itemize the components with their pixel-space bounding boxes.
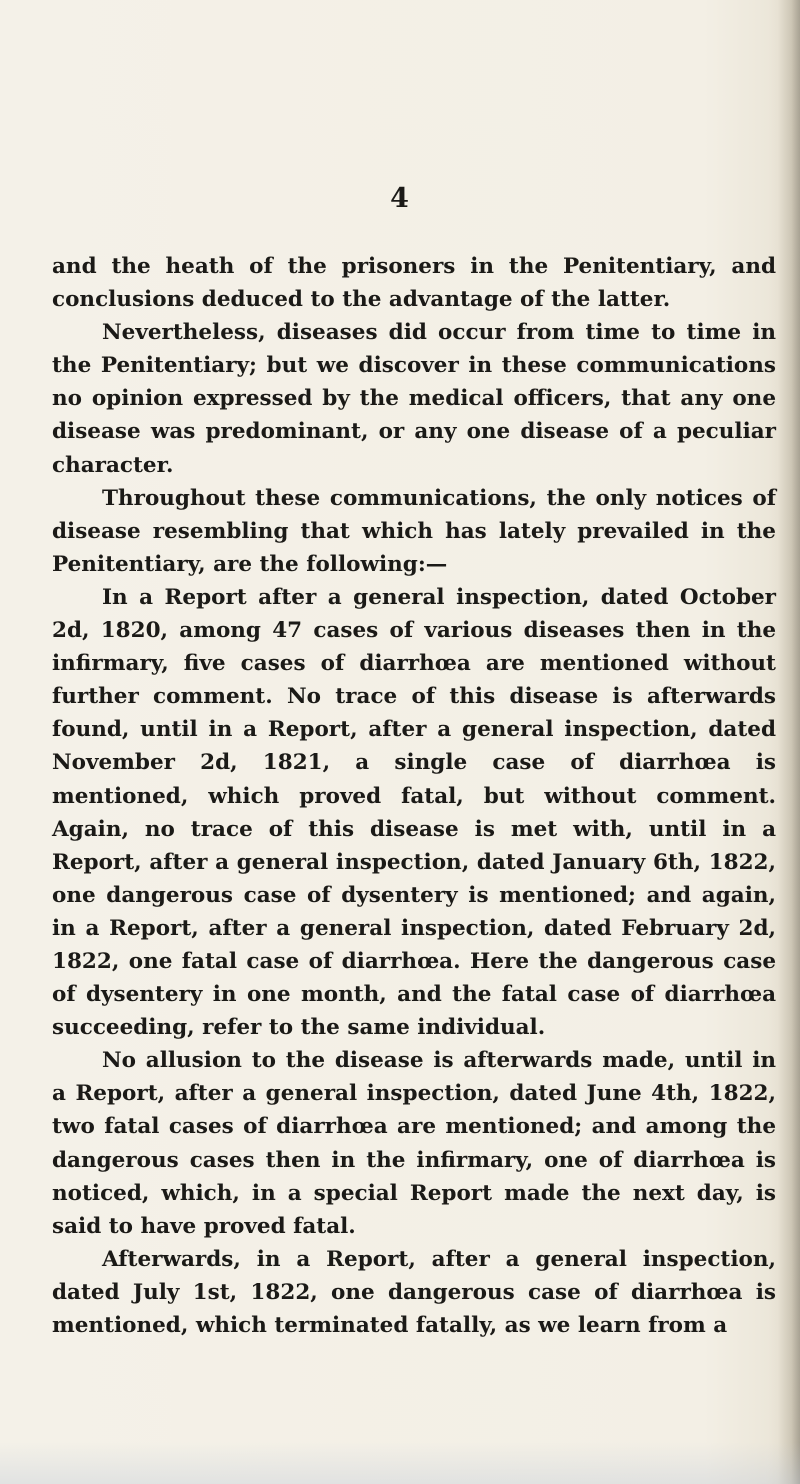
paragraph-3: Throughout these communications, the only notices of disease resembling that which has lately prevailed in the Penitentiary, are the following:— [52,485,776,577]
paragraph-4: In a Report after a general inspection, dated October 2d, 1820, among 47 cases of various diseases then in the infirmary, five cases of diarrhœa are mentioned without further comment. No trace of this disease is afterwards found, until in a Report, after a general inspection, dated November 2d, 1821, a single case of diarrhœa is mentioned, which proved fatal, but without comment. Again, no trace of this disease is met with, until in a Report, after a general inspection, dated January 6th, 1822, one dangerous case of dysentery is mentioned; and again, in a Report, after a general inspection, dated February 2d, 1822, one fatal case of diarrhœa. Here the dangerous case of dysentery in one month, and the fatal case of diarrhœa succeeding, refer to the same individual. [52,584,776,1041]
paragraph-5: No allusion to the disease is afterwards made, until in a Report, after a general inspection, dated June 4th, 1822, two fatal cases of diarrhœa are mentioned; and among the dangerous cases then in the infirmary, one of diarrhœa is noticed, which, in a special Report made the next day, is said to have proved fatal. [52,1048,776,1239]
page-number: 4 [390,183,410,214]
page-edge-shadow [778,0,800,1484]
paragraph-6: Afterwards, in a Report, after a general inspection, dated July 1st, 1822, one dangerous case of diarrhœa is mentioned, which terminated fatally, as we learn from a [52,1246,776,1338]
page-bottom-edge [0,1442,800,1484]
body-text [52,250,776,1342]
paragraph-2: Nevertheless, diseases did occur from time to time in the Penitentiary; but we discover in these communications no opinion expressed by the medical officers, that any one disease was predominant, or any one disease of a peculiar character. [52,320,776,478]
paragraph-1: and the heath of the prisoners in the Penitentiary, and conclusions deduced to the advantage of the latter. [52,254,776,313]
